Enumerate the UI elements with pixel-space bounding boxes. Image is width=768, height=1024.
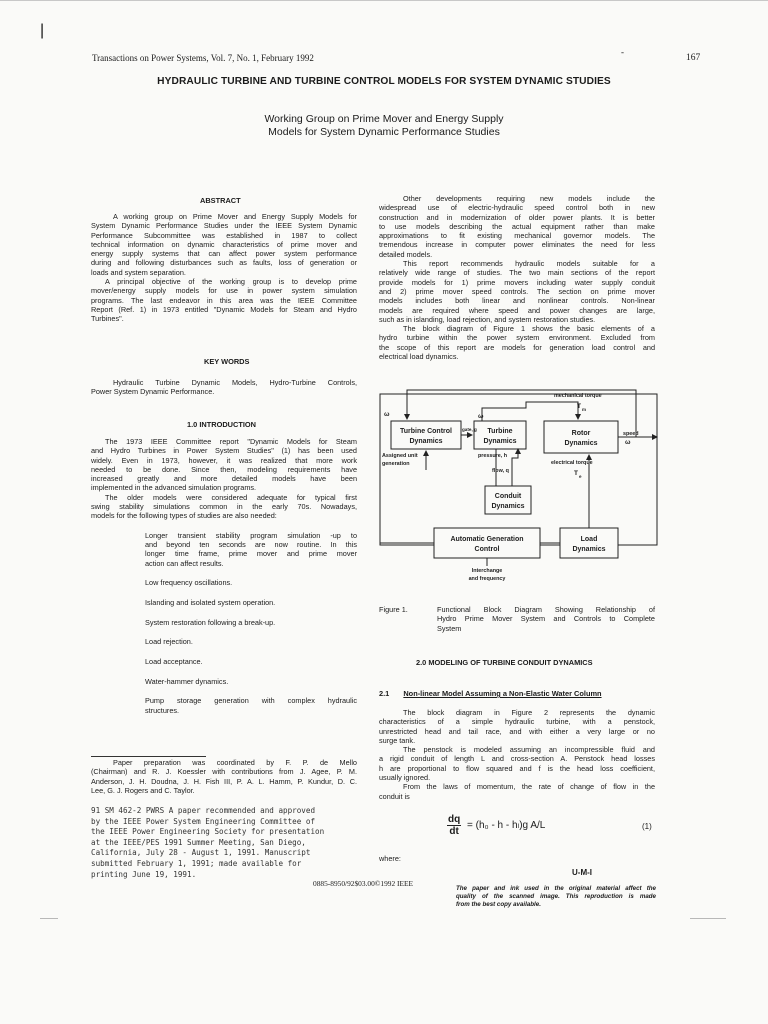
rotor-block [544,421,618,453]
abstract-paragraph-1 [91,212,357,277]
diagram-frame [380,394,657,545]
text-line: increased greatly and more detailed models have been [91,474,357,484]
text-line: relatively wide range of studies. The two main sections of the report [379,268,655,278]
list-item [91,598,357,607]
stamp-line: 91 SM 462-2 PWRS A paper recommended and approved [91,806,316,815]
where-label: where: [379,854,401,863]
text-line: widely. Even in 1973, however, it was realized that more work [91,455,357,465]
text-line: provide models for 1) prime movers including water supply conduit [379,277,655,287]
list-item [91,578,357,587]
text-line: a rigid conduit of length L and cross-section A. Penstock head losses [379,754,655,764]
text-line: swing stability simulations common in the early 70s. Nowadays, [91,502,357,512]
text-line: The 1973 IEEE Committee report "Dynamic Models for Steam [105,437,357,446]
stamp-line: printing June 19, 1991. [91,869,197,879]
omega-right-label: ω [625,439,631,446]
stamp-line: California, July 28 - August 1, 1991. Manuscript [91,848,311,858]
note-line: from the best copy available. [456,901,541,908]
list-item-line: Low frequency oscillations. [145,578,233,588]
agc-label-2: Control [474,546,500,553]
assigned-label-1: Assigned unit [382,453,418,459]
text-line: From the laws of momentum, the rate of change of flow in the [403,782,655,792]
omega-left-label: ω [384,411,390,418]
text-line: Other developments requiring new models include the [403,194,655,203]
caption-label: Figure 1. [379,605,408,614]
caption-line: System [437,623,462,633]
text-line: This report recommends hydraulic models suitable for a [403,259,655,269]
text-line: A principal objective of the working group is to develop prime [105,277,357,287]
section-2-heading: 2.0 MODELING OF TURBINE CONDUIT DYNAMICS [416,658,593,667]
mechanical-torque-line [482,402,578,421]
list-item-line: System restoration following a break-up. [145,617,276,627]
header-tick: - [621,47,624,57]
abstract-paragraph-2 [91,277,357,323]
text-line: The block diagram in Figure 2 represents the dynamic [403,708,655,717]
note-line: quality of the scanned image. This reproduction is made [456,893,656,900]
tm-label: T [577,403,581,410]
equation-1 [447,814,545,837]
agc-label-1: Automatic Generation [450,536,524,543]
text-line: The penstock is modeled assuming an incompressible fluid and [403,745,655,755]
right-paragraph-2 [379,259,655,324]
electrical-torque-label: electrical torque [551,460,593,466]
agc-block [434,528,540,558]
abstract-body [91,212,357,324]
list-item-line: action can affect results. [145,558,224,568]
introduction-body [91,437,357,715]
equation-denominator: dt [449,826,459,837]
text-line: surge tank. [379,735,416,745]
interchange-label-2: and frequency [468,576,506,582]
stamp-line: submitted February 1, 1991; made available for [91,858,302,868]
text-line: tremendous increase in computer power eliminates the need for less [379,240,655,250]
list-item [91,531,357,568]
text-line: A working group on Prime Mover and Energy Supply Models for [113,212,357,221]
text-line: Lee, G. J. Rogers and C. Taylor. [91,785,195,795]
keywords-body [91,378,357,397]
text-line: such as in islanding, load rejection, and system restoration studies. [379,314,596,324]
bottom-rule-right [690,918,726,919]
text-line: energy supply systems that can affect power system performance [91,249,357,259]
list-item-line: Pump storage generation with complex hydraulic [145,696,357,706]
top-rule [0,0,768,1]
footnote-text [91,758,357,795]
scan-quality-note [456,885,656,909]
text-line: during and following disturbances such as faults, loss of generation or [91,258,357,268]
text-line: The block diagram of Figure 1 shows the basic elements of a [403,324,655,334]
keywords-text [91,378,357,397]
caption-line: Hydro Prime Mover System and Controls to Complete [437,614,655,624]
stamp-line: at the IEEE/PES 1991 Summer Meeting, San Diego, [91,837,306,847]
keywords-heading: KEY WORDS [204,357,250,366]
list-item-line: longer time frame, prime mover and prime mover [145,549,357,559]
list-item [91,637,357,646]
list-item-line: Islanding and isolated system operation. [145,597,276,607]
text-line: Turbines". [91,314,124,324]
authors-line-1: Working Group on Prime Mover and Energy Supply [264,113,504,125]
section-2-1-paragraph-3 [379,782,655,801]
turbine-label-1: Turbine [487,428,513,435]
text-line: and 2) prime mover speed controls. The section on prime mover [379,286,655,296]
interchange-label-1: Interchange [471,568,503,574]
text-line: needed to be done. Since then, modeling requirements have [91,464,357,474]
introduction-heading: 1.0 INTRODUCTION [187,420,256,429]
text-line: unrestricted head and tail race, and with either a very large or no [379,726,655,736]
text-line: models for the following types of studies are also needed: [91,511,277,521]
text-line: Anderson, J. H. Doudna, J. H. Fish III, P. A. L. Hamm, P. Kundur, D. C. [91,776,357,786]
umi-mark: U-M-I [572,868,592,877]
list-item-line: Load rejection. [145,637,193,647]
assigned-label-2: generation [382,461,410,467]
text-line: Paper preparation was coordinated by F. P. de Mello [113,758,357,767]
page-number: 167 [686,53,701,63]
text-line: approximations to fit existing mechanical governor models. The [379,231,655,241]
text-line: to use models describing the actual equipment rather than make [379,221,655,231]
text-line: Report (Ref. 1) in 1973 entitled "Dynamic Models for Steam and Hydro [91,304,357,314]
text-line: hydro turbine within the power system environment. Excluded from [379,333,655,343]
list-item [91,657,357,666]
text-line: h are proportional to flow squared and f is the head loss coefficient, [379,763,655,773]
text-line: System Dynamic Performance Studies under the IEEE System Dynamic [91,221,357,231]
caption-line: Functional Block Diagram Showing Relationship of [437,605,655,614]
list-item-line: structures. [145,705,180,715]
te-label: T [574,470,578,477]
text-line: technical information on dynamic characteristics of prime mover and [91,239,357,249]
text-line: electrical load dynamics. [379,352,459,362]
right-paragraph-3 [379,324,655,361]
mechanical-torque-label: mechanical torque [554,393,602,399]
text-line: programs. The last endeavor in this area was the IEEE Committee [91,295,357,305]
gate-label: gate, g [462,427,477,432]
text-line: usually ignored. [379,773,431,783]
speed-label: speed [623,431,639,437]
text-line: construction and in modernization of older power plants. It is better [379,212,655,222]
turbine-control-label-1: Turbine Control [400,428,452,435]
note-line: The paper and ink used in the original material affect the [456,885,656,892]
text-line: loads and system separation. [91,267,186,277]
text-line: The older models were considered adequate for typical first [105,492,357,502]
text-line: mover/energy supply models for use in power system simulation [91,286,357,296]
omega-mid-label: ω [478,413,484,420]
text-line: Power System Dynamic Performance. [91,387,215,397]
text-line: the scope of this report are models for generation load control and [379,342,655,352]
list-item [91,618,357,627]
list-item-line: and beyond ten seconds are now routine. In this [145,539,357,549]
text-line: Hydraulic Turbine Dynamic Models, Hydro-Turbine Controls, [113,378,357,387]
equation-rhs: = (h₀ - h - hₗ)g A/L [467,820,546,831]
pressure-label: pressure, h [478,453,508,459]
rotor-label-2: Dynamics [564,440,598,447]
equation-number: (1) [642,822,652,831]
right-paragraph-1 [379,194,655,259]
section-2-1-paragraph-2 [379,745,655,782]
margin-mark: | [40,22,45,39]
text-line: Performance Subcommittee was established in 1987 to collect [91,230,357,240]
section-2-1-number: 2.1 [379,689,390,698]
intro-paragraph-2 [91,493,357,521]
text-line: widespread use of electric-hydraulic speed control both in new [379,203,655,213]
right-column-body [379,194,655,361]
load-label-1: Load [580,536,598,543]
footnote [91,758,357,795]
text-line: conduit is [379,791,410,801]
text-line: models are required where speed and power changes are large, [379,305,655,315]
turbine-label-2: Dynamics [483,438,517,445]
issn-line: 0885-8950/92$03.00©1992 IEEE [313,879,414,888]
journal-header: Transactions on Power Systems, Vol. 7, No. 1, February 1992 [92,53,314,63]
text-line: and Hydro Turbines in Power System Studies" (1) has been used [91,446,357,456]
figure-1-diagram [374,386,662,590]
list-item-line: Load acceptance. [145,657,203,666]
text-line: models includes both linear and nonlinear controls. Non-linear [379,296,655,306]
load-label-2: Dynamics [572,546,606,553]
submission-stamp [91,806,324,880]
list-item-line: Water-hammer dynamics. [145,676,229,686]
te-subscript: e [579,474,582,479]
list-item [91,696,357,715]
paper-title: HYDRAULIC TURBINE AND TURBINE CONTROL MODELS FOR SYSTEM DYNAMIC STUDIES [157,76,611,87]
section-2-1-body [379,708,655,801]
section-2-1-title: Non-linear Model Assuming a Non-Elastic Water Column [403,689,602,698]
bottom-rule-left [40,918,58,919]
section-2-1-paragraph-1 [379,708,655,745]
text-line: implemented in the advanced simulation programs. [91,483,257,493]
authors-line-2: Models for System Dynamic Performance Studies [268,126,500,138]
section-2-1-heading [379,689,602,698]
text-line: characteristics of a simple hydraulic turbine, with a penstock, [379,717,655,727]
flow-label: flow, q [492,468,509,474]
text-line: detailed models. [379,249,433,259]
flow-line [512,449,518,486]
conduit-label-1: Conduit [494,493,522,500]
stamp-line: by the IEEE Power System Engineering Committee of [91,816,316,826]
study-types-list [91,531,357,715]
equation-numerator: dq [448,814,461,825]
list-item [91,677,357,686]
abstract-heading: ABSTRACT [200,196,241,205]
rotor-label-1: Rotor [571,430,591,437]
footnote-rule [91,756,206,757]
list-item-line: Longer transient stability program simulation -up to [145,530,357,540]
conduit-label-2: Dynamics [491,503,525,510]
paper-authors [0,113,768,139]
intro-paragraph-1 [91,437,357,493]
stamp-line: the IEEE Power Engineering Society for presentation [91,827,325,837]
tm-subscript: m [582,407,587,412]
load-block [560,528,618,558]
turbine-control-label-2: Dynamics [409,438,443,445]
text-line: (Chairman) and R. J. Koessler with contributions from J. Agee, P. M. [91,767,357,777]
